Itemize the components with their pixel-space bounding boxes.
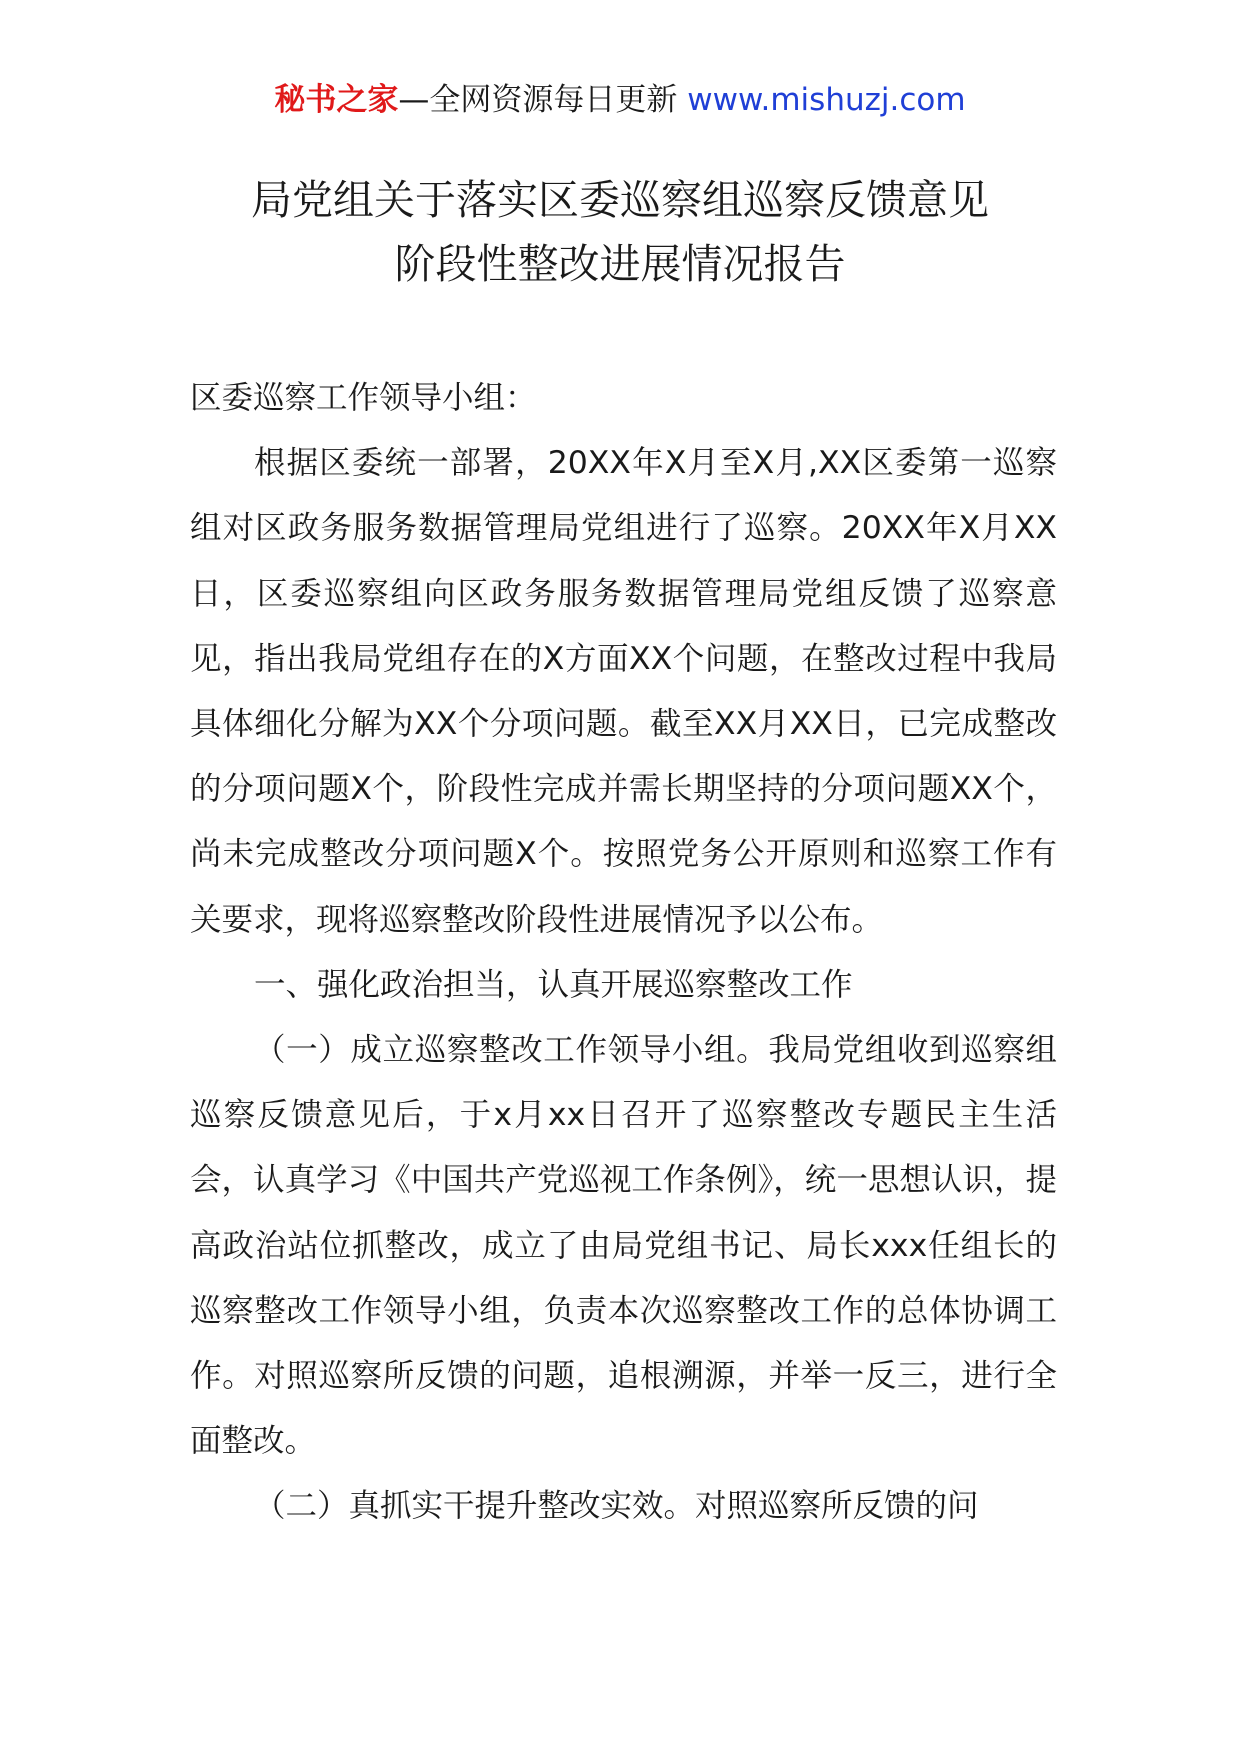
document-body — [190, 366, 1057, 1540]
section-heading-1: 一、强化政治担当，认真开展巡察整改工作 — [254, 966, 853, 1003]
brand-name: 秘书之家 — [274, 82, 399, 118]
salutation: 区委巡察工作领导小组： — [190, 380, 537, 416]
paragraph-intro: 根据区委统一部署，20XX年X月至X月,XX区委第一巡察组对区政务服务数据管理局党组进行了巡察。20XX年X月XX日，区委巡察组向区政务服务数据管理局党组反馈了巡察意见，指出我局党组存在的X方面XX个问题，在整改过程中我局具体细化分解为XX个分项问题。截至XX月XX日，已完成整改的分项问题X个，阶段性完成并需长期坚持的分项问题XX个，尚未完成整改分项问题X个。按照党务公开原则和巡察工作有关要求，现将巡察整改阶段性进展情况予以公布。 — [190, 445, 1057, 938]
paragraph-section-1-2: （二）真抓实干提升整改实效。对照巡察所反馈的问 — [254, 1488, 979, 1525]
title-line-2: 阶段性整改进展情况报告 — [394, 240, 846, 288]
site-url-link[interactable]: www.mishuzj.com — [687, 82, 966, 118]
title-line-1: 局党组关于落实区委巡察组巡察反馈意见 — [251, 176, 989, 224]
site-header — [0, 78, 1240, 122]
header-tagline: —全网资源每日更新 — [398, 82, 678, 118]
document-title — [0, 168, 1240, 296]
paragraph-section-1-1: （一）成立巡察整改工作领导小组。我局党组收到巡察组巡察反馈意见后，于x月xx日召开了巡察整改专题民主生活会，认真学习《中国共产党巡视工作条例》，统一思想认识，提高政治站位抓整改，成立了由局党组书记、局长xxx任组长的巡察整改工作领导小组，负责本次巡察整改工作的总体协调工作。对照巡察所反馈的问题，追根溯源，并举一反三，进行全面整改。 — [190, 1032, 1057, 1460]
